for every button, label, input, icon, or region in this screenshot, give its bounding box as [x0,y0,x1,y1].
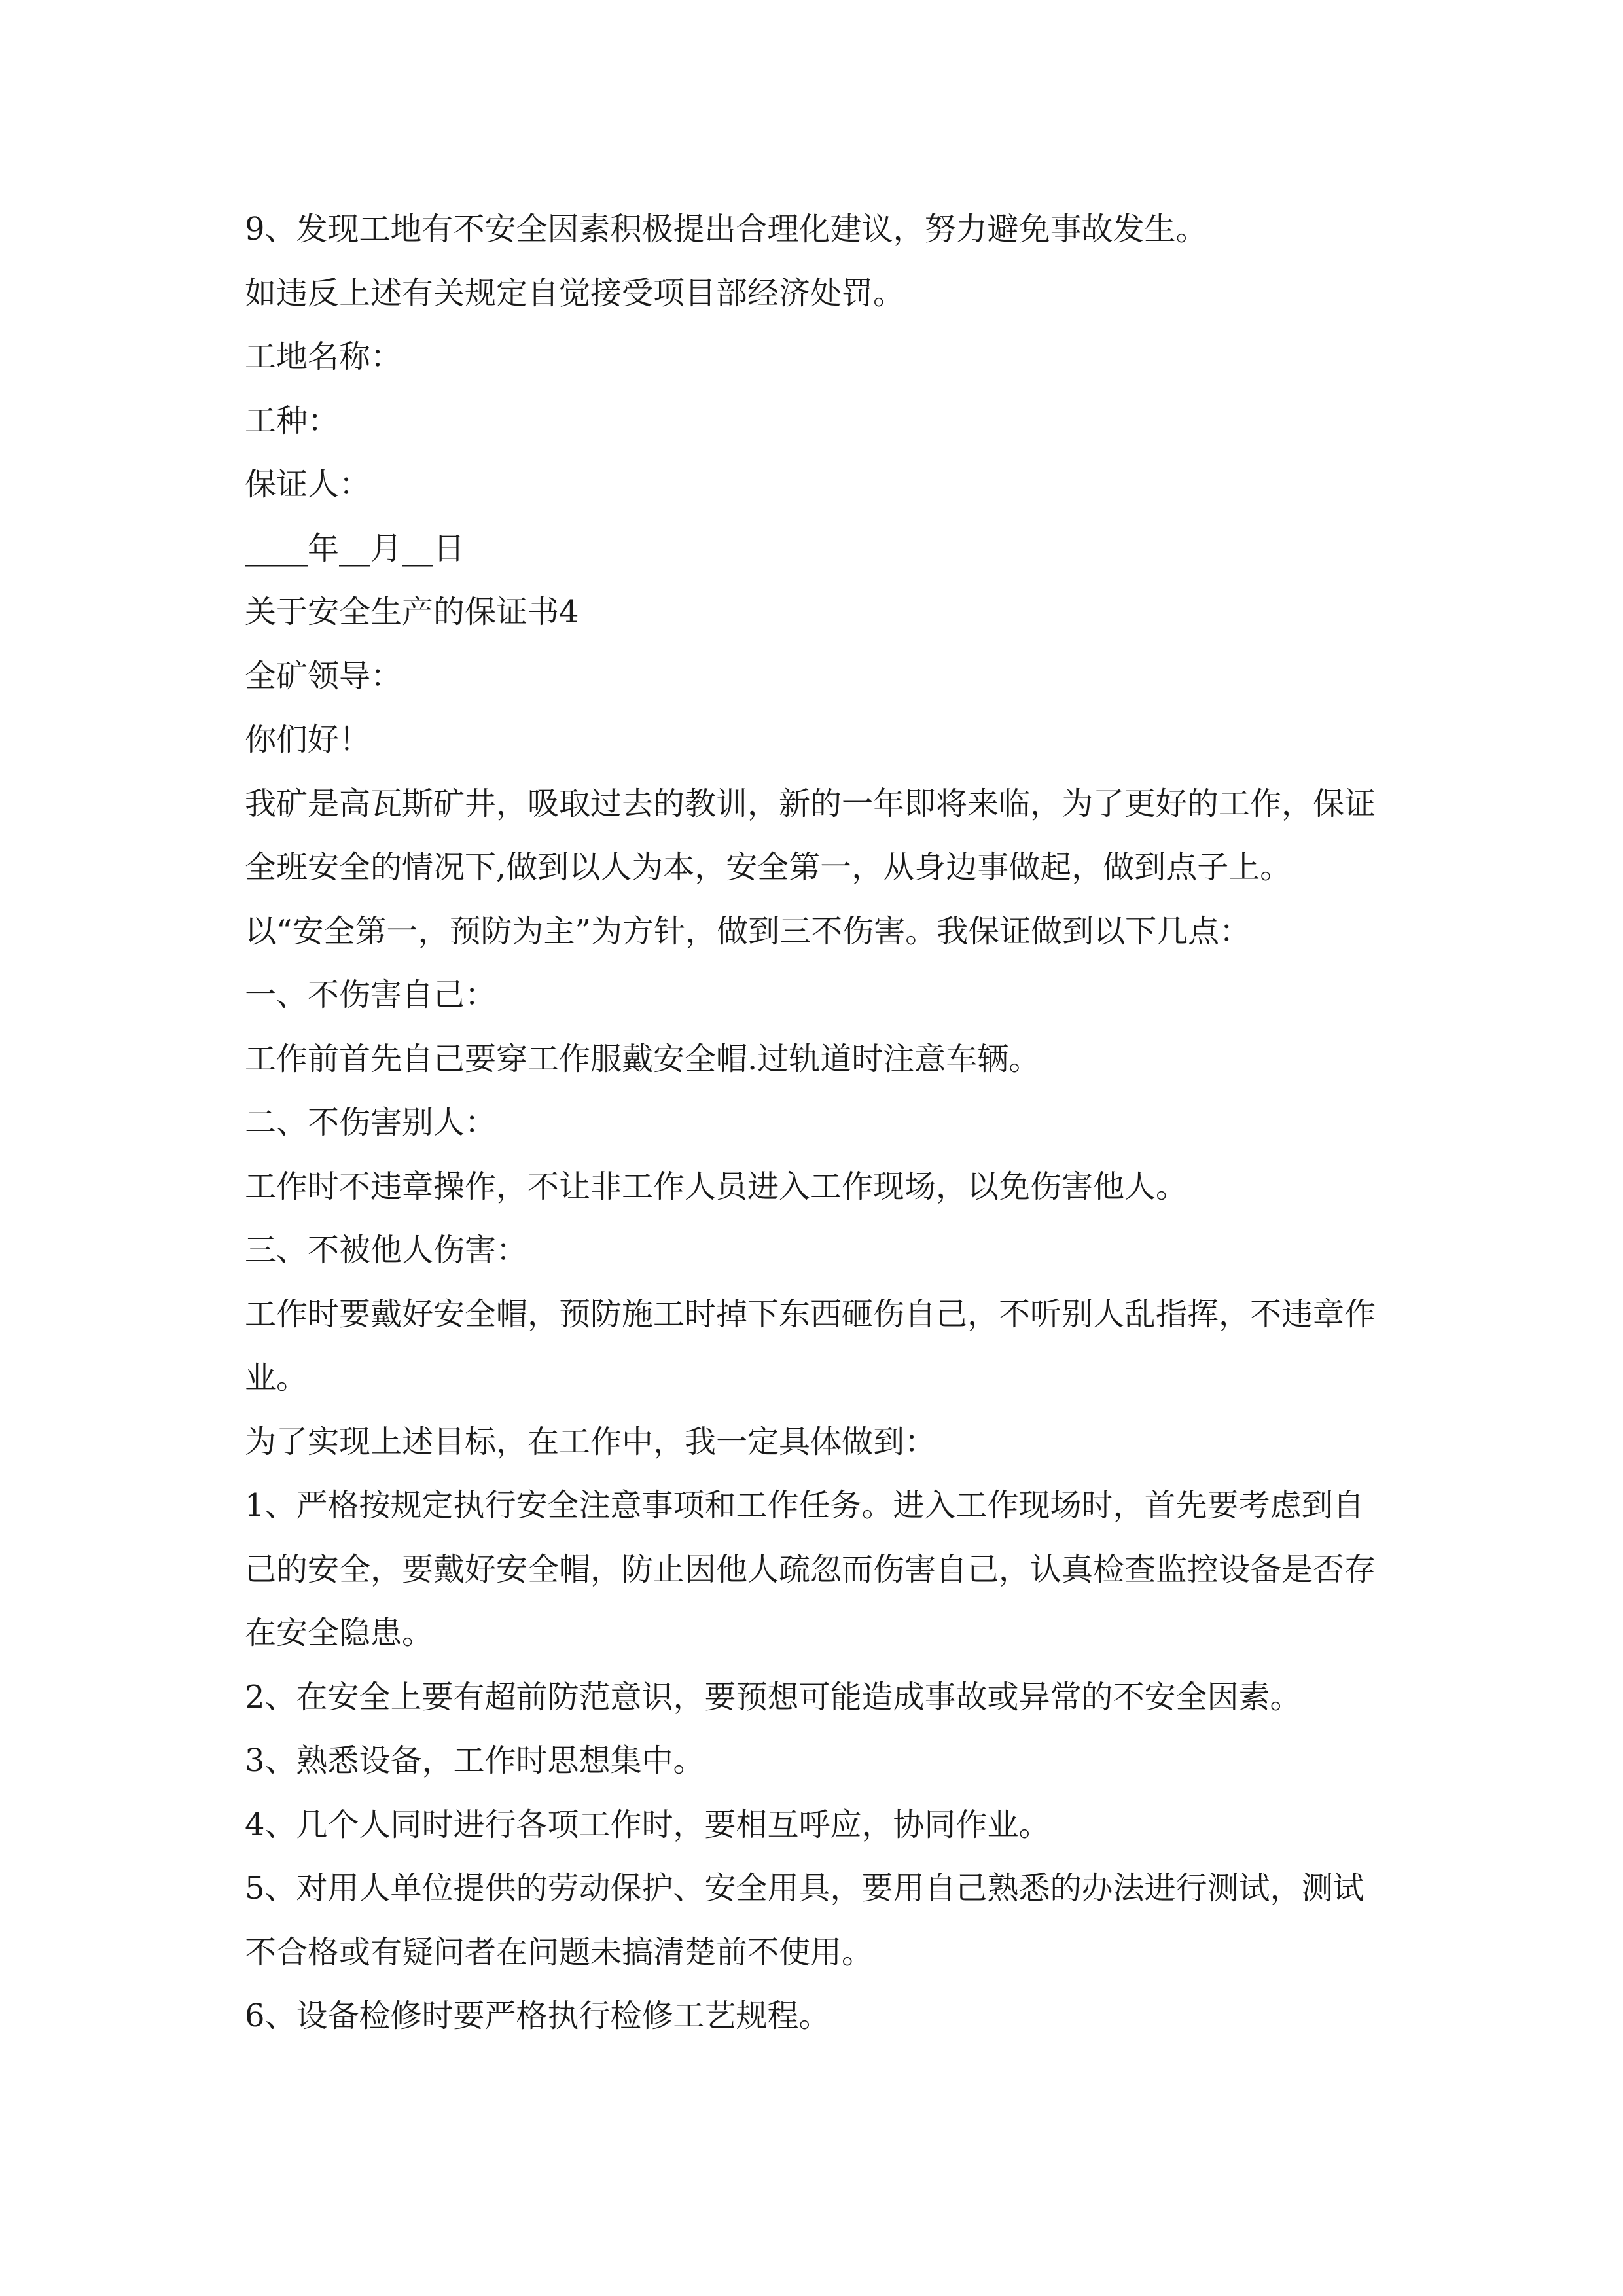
heading-point-2: 二、不伤害别人： [245,1104,497,1141]
field-guarantor: 保证人： [245,466,371,503]
heading-point-3: 三、不被他人伤害： [245,1232,528,1268]
list-item-6: 6、设备检修时要严格执行检修工艺规程。 [245,1998,830,2034]
field-site-name: 工地名称： [245,338,402,375]
heading-point-1: 一、不伤害自己： [245,977,497,1013]
list-item-1: 1、严格按规定执行安全注意事项和工作任务。进入工作现场时，首先要考虑到自己的安全，要戴好安全帽，防止因他人疏忽而伤害自己，认真检查监控设备是否存在安全隐患。 [245,1487,1376,1651]
salutation: 全矿领导： [245,657,402,694]
section-title: 关于安全生产的保证书4 [245,594,579,630]
paragraph-intro: 我矿是高瓦斯矿井，吸取过去的教训，新的一年即将来临，为了更好的工作，保证全班安全的情况下,做到以人为本，安全第一，从身边事做起，做到点子上。 [245,785,1376,886]
paragraph-goal-intro: 为了实现上述目标，在工作中，我一定具体做到： [245,1423,936,1460]
paragraph-point-2: 工作时不违章操作，不让非工作人员进入工作现场，以免伤害他人。 [245,1168,1188,1205]
field-date: ____年__月__日 [245,529,465,567]
list-item-5: 5、对用人单位提供的劳动保护、安全用具，要用自己熟悉的办法进行测试，测试不合格或有疑问者在问题未搞清楚前不使用。 [245,1870,1364,1971]
list-item-2: 2、在安全上要有超前防范意识，要预想可能造成事故或异常的不安全因素。 [245,1678,1302,1715]
paragraph-penalty-note: 如违反上述有关规定自觉接受项目部经济处罚。 [245,274,905,312]
paragraph-policy: 以“安全第一，预防为主”为方针，做到三不伤害。我保证做到以下几点： [245,912,1251,950]
list-item-4: 4、几个人同时进行各项工作时，要相互呼应，协同作业。 [245,1806,1050,1843]
paragraph-item-9: 9、发现工地有不安全因素积极提出合理化建议，努力避免事故发生。 [245,211,1207,247]
paragraph-point-3: 工作时要戴好安全帽，预防施工时掉下东西砸伤自己，不听别人乱指挥，不违章作业。 [245,1295,1376,1396]
paragraph-point-1: 工作前首先自己要穿工作服戴安全帽.过轨道时注意车辆。 [245,1040,1041,1077]
field-work-type: 工种： [245,402,340,439]
list-item-3: 3、熟悉设备，工作时思想集中。 [245,1742,705,1779]
greeting: 你们好！ [245,721,371,758]
document-body [245,198,1387,2049]
